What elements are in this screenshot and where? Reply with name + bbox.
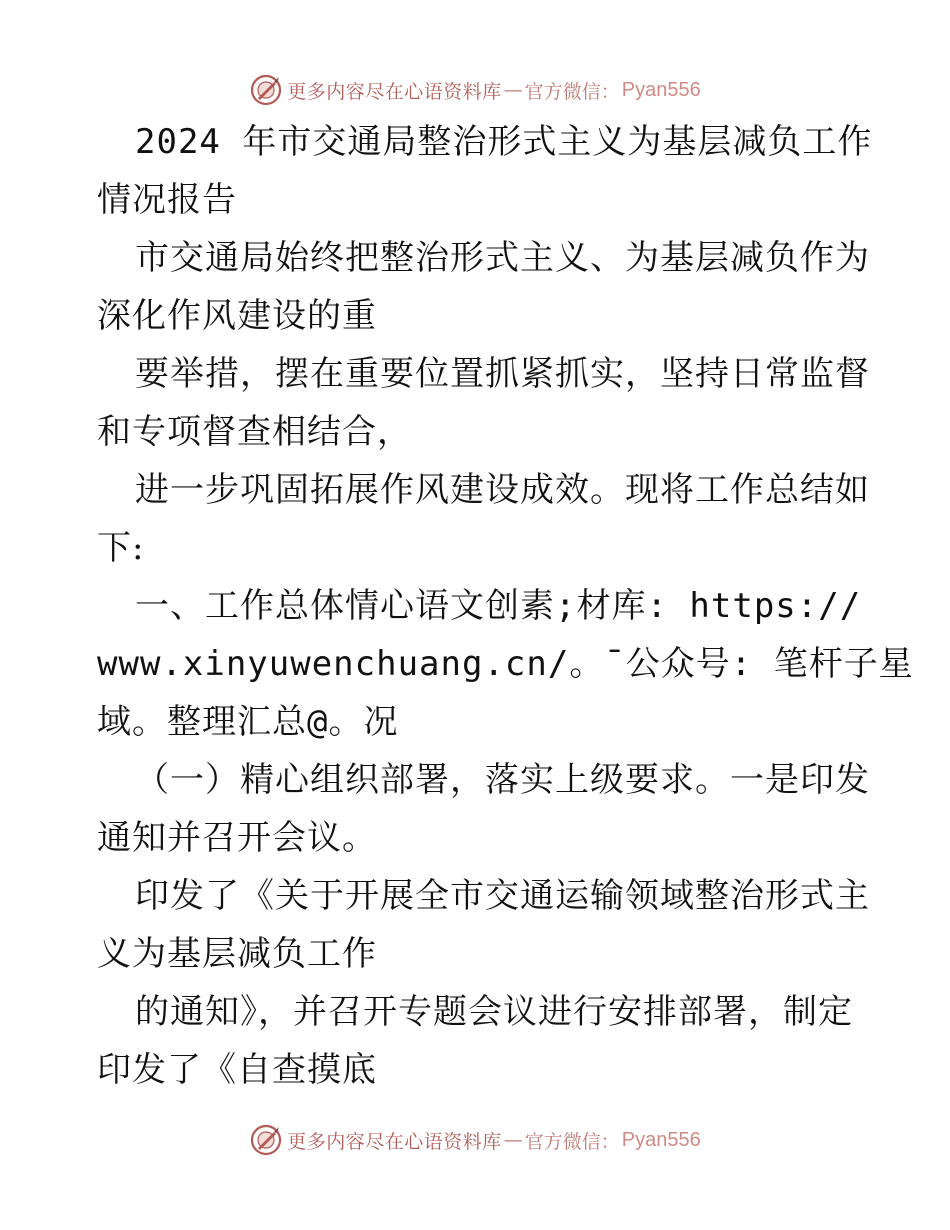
doc-paragraph-line: 印发了《关于开展全市交通运输领域整治形式主 <box>135 876 870 916</box>
doc-title-line-1: 2024 年市交通局整治形式主义为基层减负工作 <box>135 122 873 162</box>
doc-paragraph-line: 义为基层减负工作 <box>97 934 377 974</box>
watermark-code: Pyan556 <box>621 1128 701 1151</box>
watermark-separator: — <box>503 79 523 101</box>
doc-paragraph-line: 市交通局始终把整治形式主义、为基层减负作为 <box>135 238 870 278</box>
watermark-text: 更多内容尽在心语资料库 <box>287 1130 502 1153</box>
watermark-banner-bottom <box>0 1122 950 1158</box>
watermark-separator: — <box>503 1129 523 1151</box>
watermark-text: 更多内容尽在心语资料库 <box>287 80 502 103</box>
doc-paragraph-line: 要举措，摆在重要位置抓紧抓实，坚持日常监督 <box>135 354 870 394</box>
doc-url-line: www.xinyuwenchuang.cn/。¯公众号: 笔杆子星 <box>97 644 914 684</box>
watermark-code: Pyan556 <box>621 78 701 101</box>
doc-paragraph-line: 深化作风建设的重 <box>97 296 377 336</box>
watermark-label: 官方微信： <box>524 80 620 103</box>
doc-paragraph-line: 进一步巩固拓展作风建设成效。现将工作总结如 <box>135 470 870 510</box>
watermark-banner-top <box>0 72 950 108</box>
quill-logo-icon <box>249 73 283 107</box>
doc-paragraph-line: 和专项督查相结合， <box>97 412 412 452</box>
quill-logo-icon <box>249 1123 283 1157</box>
doc-section-heading-line: 一、工作总体情心语文创素;材库: https:// <box>135 586 862 626</box>
doc-title-line-2: 情况报告 <box>97 180 237 220</box>
doc-paragraph-line: 域。整理汇总@。况 <box>97 702 399 742</box>
doc-paragraph-line: 下: <box>97 528 145 568</box>
doc-paragraph-line: 通知并召开会议。 <box>97 818 377 858</box>
doc-subsection-line: （一）精心组织部署，落实上级要求。一是印发 <box>135 760 870 800</box>
doc-paragraph-line: 印发了《自查摸底 <box>97 1050 377 1090</box>
watermark-label: 官方微信： <box>524 1130 620 1153</box>
doc-paragraph-line: 的通知》，并召开专题会议进行安排部署，制定 <box>135 992 853 1032</box>
document-body <box>97 122 914 1109</box>
